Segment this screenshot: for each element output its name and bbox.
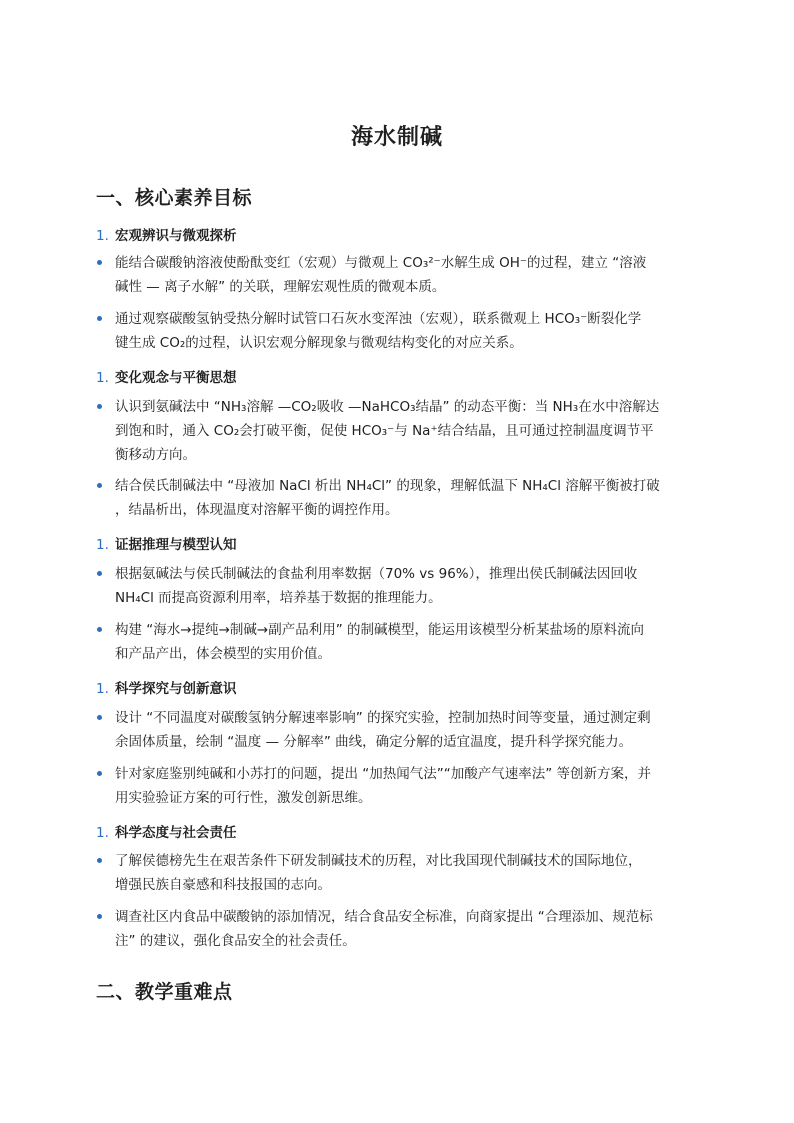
bullet-dot-icon (97, 260, 102, 265)
line: 针对家庭鉴别纯碱和小苏打的问题，提出 “加热闻气法”“加酸产气速率法” 等创新方案，并 (115, 766, 652, 782)
line: 根据氨碱法与侯氏制碱法的食盐利用率数据（70% vs 96%），推理出侯氏制碱法因回收 (115, 566, 638, 582)
bullet-dot-icon (97, 316, 102, 321)
list-item (96, 474, 701, 522)
list-item (96, 762, 701, 810)
line: 余固体质量，绘制 “温度 — 分解率” 曲线，确定分解的适宜温度，提升科学探究能力。 (115, 734, 633, 750)
subsection-title: 科学探究与创新意识 (115, 681, 237, 697)
line: 用实验验证方案的可行性，激发创新思维。 (115, 790, 372, 806)
bullet-dot-icon (97, 483, 102, 488)
subsection-heading (96, 821, 237, 841)
line: 能结合碳酸钠溶液使酚酞变红（宏观）与微观上 CO₃²⁻水解生成 OH⁻的过程，建立 “溶液 (115, 255, 647, 271)
bullet-dot-icon (97, 571, 102, 576)
line: ，结晶析出，体现温度对溶解平衡的调控作用。 (115, 502, 399, 518)
line: 调查社区内食品中碳酸钠的添加情况，结合食品安全标准，向商家提出 “合理添加、规范标 (115, 909, 653, 925)
subsection-title: 证据推理与模型认知 (115, 537, 237, 553)
line: 了解侯德榜先生在艰苦条件下研发制碱技术的历程，对比我国现代制碱技术的国际地位， (115, 853, 642, 869)
bullet-dot-icon (97, 858, 102, 863)
list-item (96, 905, 701, 953)
bullet-dot-icon (97, 627, 102, 632)
bullet-dot-icon (97, 914, 102, 919)
line: 衡移动方向。 (115, 447, 196, 463)
list-number: 1. (96, 228, 109, 244)
list-number: 1. (96, 537, 109, 553)
bullet-dot-icon (97, 715, 102, 720)
subsection-title: 宏观辨识与微观探析 (115, 228, 237, 244)
line: 结合侯氏制碱法中 “母液加 NaCl 析出 NH₄Cl” 的现象，理解低温下 NH₄Cl 溶解平衡被打破 (115, 478, 660, 494)
line: 和产品产出，体会模型的实用价值。 (115, 646, 331, 662)
subsection-heading (96, 533, 237, 553)
subsection-heading (96, 224, 237, 244)
bullet-dot-icon (97, 404, 102, 409)
list-number: 1. (96, 681, 109, 697)
section-heading-core-literacy: 一、核心素养目标 (96, 187, 253, 209)
list-item (96, 307, 701, 355)
list-item (96, 618, 701, 666)
line: 注” 的建议，强化食品安全的社会责任。 (115, 933, 356, 949)
line: 增强民族自豪感和科技报国的志向。 (115, 877, 331, 893)
line: 到饱和时，通入 CO₂会打破平衡，促使 HCO₃⁻与 Na⁺结合结晶，且可通过控制温度调节平 (115, 423, 654, 439)
bullet-dot-icon (97, 771, 102, 776)
list-item (96, 706, 701, 754)
line: 构建 “海水→提纯→制碱→副产品利用” 的制碱模型，能运用该模型分析某盐场的原料流向 (115, 622, 645, 638)
line: 认识到氨碱法中 “NH₃溶解 —CO₂吸收 —NaHCO₃结晶” 的动态平衡：当 NH₃在水中溶解达 (115, 399, 660, 415)
line: 键生成 CO₂的过程，认识宏观分解现象与微观结构变化的对应关系。 (115, 335, 523, 351)
line: 碱性 — 离子水解” 的关联，理解宏观性质的微观本质。 (115, 279, 446, 295)
subsection-heading (96, 677, 237, 697)
line: 设计 “不同温度对碳酸氢钠分解速率影响” 的探究实验，控制加热时间等变量，通过测定剩 (115, 710, 651, 726)
line: 通过观察碳酸氢钠受热分解时试管口石灰水变浑浊（宏观），联系微观上 HCO₃⁻断裂化学 (115, 311, 642, 327)
list-number: 1. (96, 370, 109, 386)
subsection-title: 科学态度与社会责任 (115, 825, 237, 841)
subsection-title: 变化观念与平衡思想 (115, 370, 237, 386)
list-item (96, 251, 701, 299)
list-number: 1. (96, 825, 109, 841)
subsection-heading (96, 366, 237, 386)
list-item (96, 849, 701, 897)
line: NH₄Cl 而提高资源利用率，培养基于数据的推理能力。 (115, 590, 442, 606)
list-item (96, 562, 701, 610)
section-heading-key-difficulties: 二、教学重难点 (96, 981, 233, 1003)
list-item (96, 395, 701, 467)
page-title: 海水制碱 (350, 125, 443, 150)
